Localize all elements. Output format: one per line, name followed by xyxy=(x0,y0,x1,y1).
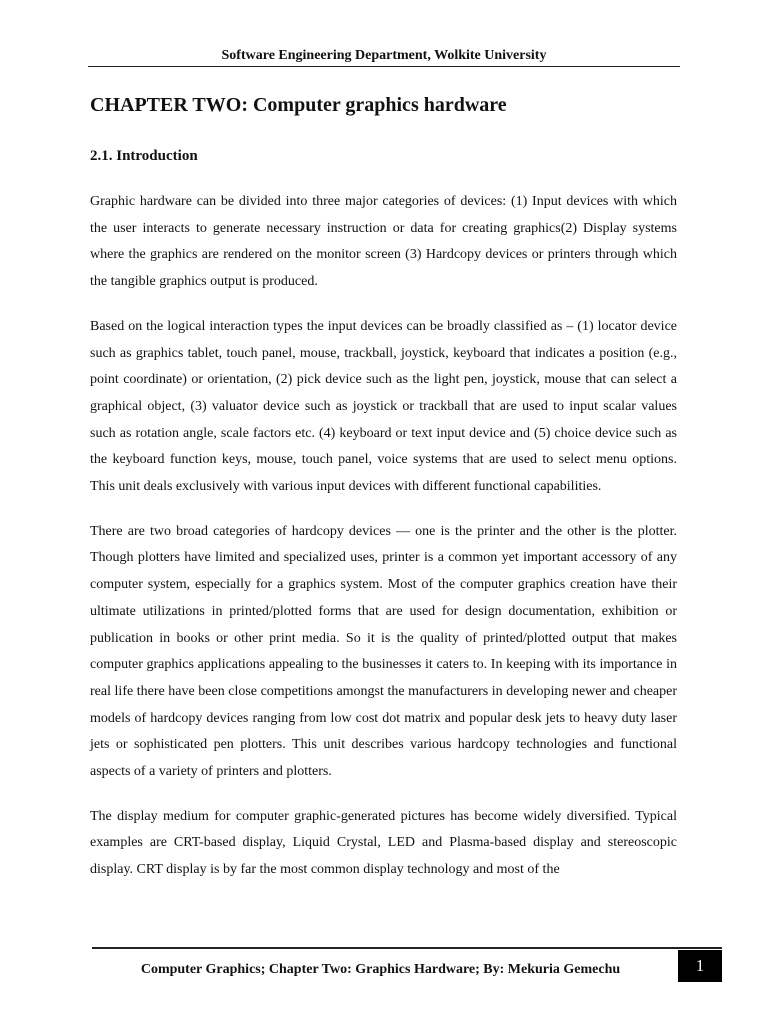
paragraph-display-medium: The display medium for computer graphic-generated pictures has become widely diversified. Typical examples are CRT-based display, Liquid Crystal, LED and Plasma-based display and stereoscopic display. CRT display is by far the most common display technology and most of the xyxy=(90,808,677,878)
paragraph-hardcopy-devices: There are two broad categories of hardcopy devices — one is the printer and the other is the plotter. Though plotters have limited and specialized uses, printer is a common yet important accessory of any computer system, especially for a graphics system. Most of the computer graphics creation have their ultimate utilizations in printed/plotted forms that are used for design documentation, exhibition or publication in books or other print media. So it is the quality of printed/plotted output that makes computer graphics applications appealing to the businesses it caters to. In keeping with its importance in real life there have been close competitions amongst the manufacturers in developing newer and cheaper models of hardcopy devices ranging from low cost dot matrix and popular desk jets to heavy duty laser jets or sophisticated pen plotters. This unit describes various hardcopy technologies and functional aspects of a variety of printers and plotters. xyxy=(90,523,677,780)
page-number: 1 xyxy=(678,950,722,982)
running-header: Software Engineering Department, Wolkite University xyxy=(221,48,547,63)
header-rule xyxy=(88,66,680,67)
section-heading: 2.1. Introduction xyxy=(90,148,198,164)
body-text xyxy=(90,189,677,902)
running-footer: Computer Graphics; Chapter Two: Graphics Hardware; By: Mekuria Gemechu xyxy=(140,962,621,977)
paragraph-input-device-classification: Based on the logical interaction types the input devices can be broadly classified as – (1) locator device such as graphics tablet, touch panel, mouse, trackball, joystick, keyboard that indicates a position (e.g., point coordinate) or orientation, (2) pick device such as the light pen, joystick, mouse that can select a graphical object, (3) valuator device such as joystick or trackball that are used to input scalar values such as rotation angle, scale factors etc. (4) keyboard or text input device and (5) choice device such as the keyboard function keys, mouse, touch panel, voice systems that are used to select menu options. This unit deals exclusively with various input devices with different functional capabilities. xyxy=(90,318,677,495)
footer-rule xyxy=(92,947,722,949)
paragraph-graphic-hardware-categories: Graphic hardware can be divided into three major categories of devices: (1) Input devices with which the user interacts to generate necessary instruction or data for creating graphics(2) Display systems where the graphics are rendered on the monitor screen (3) Hardcopy devices or printers through which the tangible graphics output is produced. xyxy=(90,194,677,290)
chapter-title: CHAPTER TWO: Computer graphics hardware xyxy=(90,94,507,116)
